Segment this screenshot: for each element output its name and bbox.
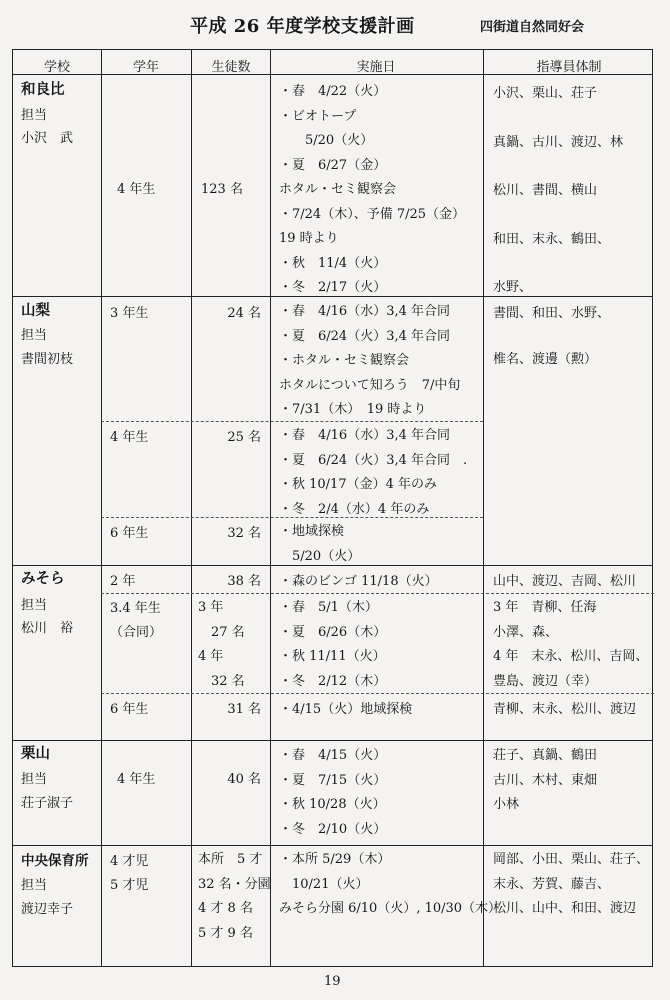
students-line: 5 才 9 名 xyxy=(198,925,253,941)
date-line: ・夏 6/27（金） xyxy=(279,157,387,173)
page-title: 平成 26 年度学校支援計画 xyxy=(190,16,415,37)
col-divider xyxy=(270,50,271,966)
date-line: 5/20（火） xyxy=(279,548,361,564)
date-line: ・夏 7/15（火） xyxy=(279,772,387,788)
instructors-line: 3 年 青柳、任海 xyxy=(493,600,597,615)
students-line: 4 才 8 名 xyxy=(198,901,253,916)
date-line: ・秋 11/11（火） xyxy=(279,649,386,664)
students-line: 本所 5 才 xyxy=(198,852,263,867)
students-cell: 25 名 xyxy=(227,430,261,445)
school-name: 栗山 xyxy=(21,745,50,762)
date-line: ・夏 6/24（火）3,4 年合同 . xyxy=(279,452,468,468)
instructors-line: 和田、末永、鶴田、 xyxy=(493,232,611,247)
row-divider-dashed xyxy=(101,593,654,594)
instructors-line: 椎名、渡邊（勲） xyxy=(493,352,598,367)
students-cell: 24 名 xyxy=(227,306,261,321)
col-divider xyxy=(191,50,192,966)
col-divider xyxy=(483,50,484,966)
students-cell: 32 名 xyxy=(227,526,261,541)
date-line: ・秋 10/28（火） xyxy=(279,797,386,812)
date-line: 10/21（火） xyxy=(279,876,369,892)
school-person: 小沢 武 xyxy=(21,131,74,146)
instructors-line: 岡部、小田、栗山、荘子、 xyxy=(493,852,650,867)
school-role: 担当 xyxy=(21,772,48,787)
col-divider xyxy=(101,50,102,966)
instructors-cell xyxy=(493,596,648,694)
instructors-line: 青柳、末永、松川、渡辺 xyxy=(493,702,637,717)
header-grade: 学年 xyxy=(132,60,160,75)
date-line: ・ビオトープ xyxy=(279,108,357,124)
date-line: ・秋 10/17（金）4 年のみ xyxy=(279,477,437,492)
school-name: 山梨 xyxy=(21,302,50,319)
school-person: 書間初枝 xyxy=(21,352,74,367)
school-person: 荘子淑子 xyxy=(21,796,74,811)
school-person: 渡辺幸子 xyxy=(21,902,74,917)
date-line: ホタル・セミ観察会 xyxy=(279,182,397,197)
grade-cell: 2 年 xyxy=(110,574,136,589)
date-line: ・夏 6/24（火）3,4 年合同 xyxy=(279,328,450,344)
date-line: ・春 5/1（木） xyxy=(279,600,378,615)
instructors-line: 小沢、栗山、荘子 xyxy=(493,86,598,101)
students-cell xyxy=(198,596,245,694)
date-line: ・春 4/16（水）3,4 年合同 xyxy=(279,304,450,319)
date-line: ・地域探検 xyxy=(279,524,345,539)
school-person: 松川 裕 xyxy=(21,621,74,636)
school-role: 担当 xyxy=(21,328,48,343)
dates-cell xyxy=(279,596,386,694)
school-name: 和良比 xyxy=(21,81,65,98)
date-line: ・春 4/22（火） xyxy=(279,84,387,99)
grade-cell: 6 年生 xyxy=(110,702,149,717)
date-line: ・7/24（木）、予備 7/25（金） xyxy=(279,206,466,222)
grade-cell: 4 年生 xyxy=(117,182,156,197)
dates-cell xyxy=(279,80,465,301)
students-line: 4 年 xyxy=(198,649,224,664)
instructors-line: 荘子、真鍋、鶴田 xyxy=(493,748,598,763)
students-cell: 31 名 xyxy=(227,702,261,717)
grade-cell: 6 年生 xyxy=(110,526,149,541)
school-name: みそら xyxy=(21,570,65,587)
date-line: ・春 4/16（水）3,4 年合同 xyxy=(279,428,450,443)
instructors-line: 松川、書間、横山 xyxy=(493,183,598,198)
instructors-line: 小澤、森、 xyxy=(493,624,559,640)
school-role: 担当 xyxy=(21,598,48,613)
students-line: 3 年 xyxy=(198,600,224,615)
date-line: ・夏 6/26（木） xyxy=(279,624,387,640)
date-line: ホタルについて知ろう 7/中旬 xyxy=(279,377,461,393)
dates-cell xyxy=(279,848,501,922)
students-cell: 38 名 xyxy=(227,574,261,589)
grade-cell: 5 才児 xyxy=(110,878,149,893)
date-line: ・7/31（木） 19 時より xyxy=(279,402,427,417)
students-cell: 123 名 xyxy=(201,182,243,197)
instructors-line: 山中、渡辺、吉岡、松川 xyxy=(493,574,637,589)
dates-cell xyxy=(279,300,460,423)
instructors-line: 松川、山中、和田、渡辺 xyxy=(493,901,637,916)
students-cell xyxy=(198,848,271,946)
dates-cell xyxy=(279,520,360,569)
grade-cell: 4 年生 xyxy=(110,430,149,445)
date-line: ・4/15（火）地域探検 xyxy=(279,702,413,717)
page-number: 19 xyxy=(324,974,341,989)
date-line: ・春 4/15（火） xyxy=(279,748,387,763)
club-name: 四街道自然同好会 xyxy=(480,20,585,35)
date-line: ・秋 11/4（火） xyxy=(279,255,387,271)
dates-cell xyxy=(279,744,386,842)
header-instructors: 指導員体制 xyxy=(536,60,602,75)
grade-note: （合同） xyxy=(110,625,163,640)
school-name: 中央保育所 xyxy=(21,853,89,869)
grade-cell: 4 年生 xyxy=(117,772,156,787)
row-divider xyxy=(13,740,652,741)
date-line: ・冬 2/4（水）4 年のみ xyxy=(279,501,430,517)
instructors-line: 小林 xyxy=(493,797,520,812)
date-line: ・冬 2/12（木） xyxy=(279,673,387,689)
row-divider xyxy=(13,845,652,846)
date-line: 5/20（火） xyxy=(279,133,374,148)
instructors-line: 4 年 末永、松川、吉岡、 xyxy=(493,649,649,664)
header-dates: 実施日 xyxy=(356,60,396,75)
students-line: 32 名 xyxy=(198,673,245,689)
instructors-cell xyxy=(493,744,597,818)
instructors-line: 真鍋、古川、渡辺、林 xyxy=(493,135,624,150)
grade-cell: 3.4 年生 xyxy=(110,601,161,616)
instructors-cell xyxy=(493,848,649,922)
dates-cell xyxy=(279,424,467,522)
date-line: ・本所 5/29（木） xyxy=(279,852,391,867)
date-line: ・森のビンゴ 11/18（火） xyxy=(279,574,438,589)
instructors-line: 水野、 xyxy=(493,280,533,295)
schedule-table xyxy=(12,49,653,967)
date-line: みそら分園 6/10（火）, 10/30（木） xyxy=(279,901,502,916)
grade-cell: 3 年生 xyxy=(110,306,149,321)
date-line: 19 時より xyxy=(279,231,339,246)
students-line: 32 名・分園 xyxy=(198,876,271,892)
grade-cell: 4 才児 xyxy=(110,854,149,869)
date-line: ・冬 2/10（火） xyxy=(279,821,387,837)
instructors-line: 書間、和田、水野、 xyxy=(493,306,611,321)
school-role: 担当 xyxy=(21,108,48,123)
date-line: ・ホタル・セミ観察会 xyxy=(279,353,410,368)
header-students: 生徒数 xyxy=(211,60,251,75)
school-role: 担当 xyxy=(21,878,48,893)
instructors-line: 末永、芳賀、藤吉、 xyxy=(493,876,611,892)
students-cell: 40 名 xyxy=(227,772,261,787)
date-line: ・冬 2/17（火） xyxy=(279,280,387,295)
instructors-line: 古川、木村、東畑 xyxy=(493,772,598,788)
header-school: 学校 xyxy=(43,60,71,75)
instructors-line: 豊島、渡辺（幸） xyxy=(493,673,598,689)
students-line: 27 名 xyxy=(198,624,245,640)
